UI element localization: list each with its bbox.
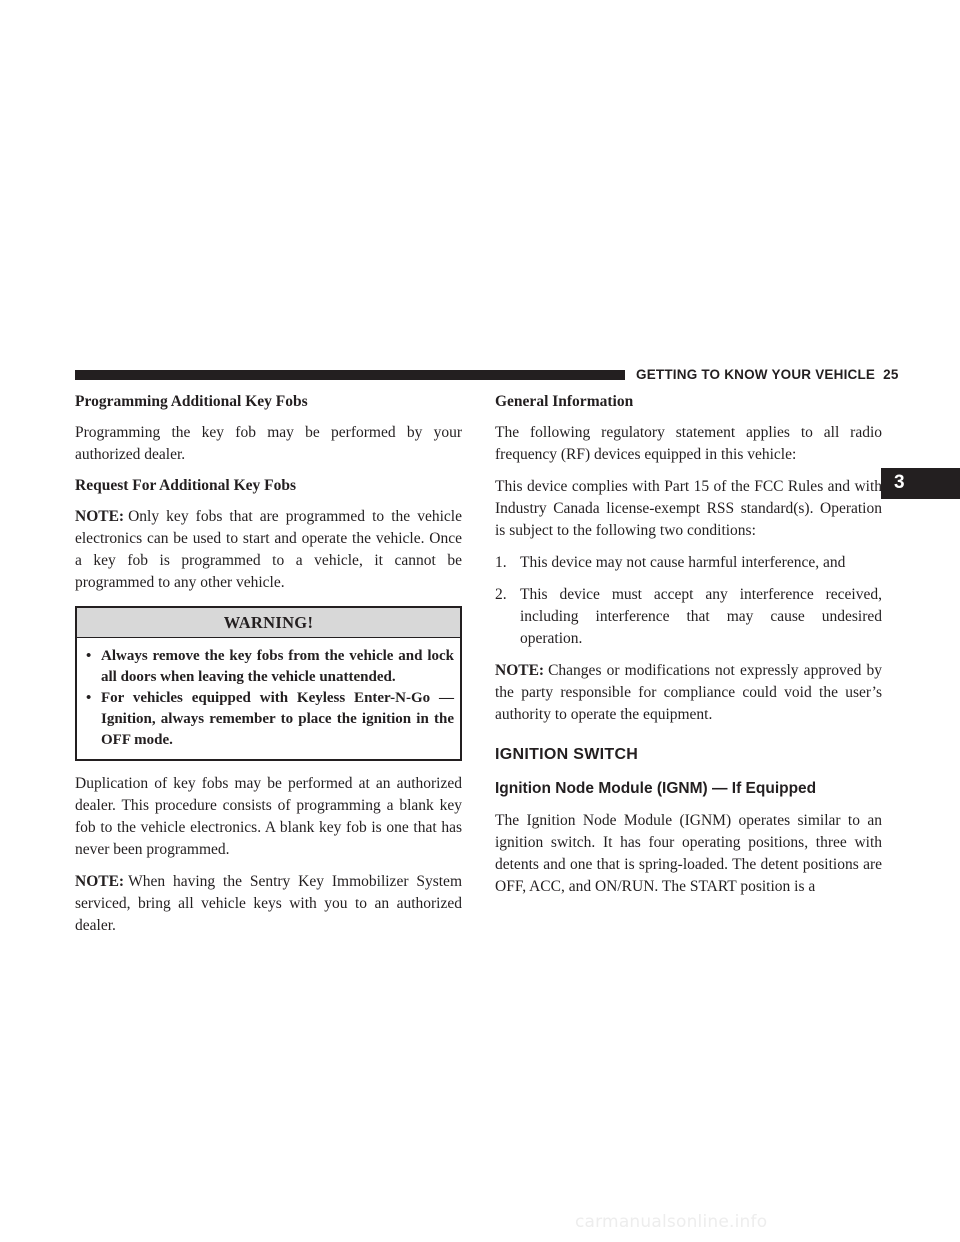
para-fcc: This device complies with Part 15 of the FCC Rules and with Industry Canada license-exempt RSS standard(s). Operation is subject to the following two conditions: xyxy=(495,478,882,539)
chapter-tab[interactable]: 3 xyxy=(881,468,960,499)
note-text: Changes or modifications not expressly approved by the party responsible for compliance could void the user’s authority to operate the equipment. xyxy=(495,662,882,723)
conditions-list xyxy=(495,552,882,650)
para-ignm: The Ignition Node Module (IGNM) operates similar to an ignition switch. It has four operating positions, three with detents and one that is spring-loaded. The detent positions are OFF, ACC, and ON/RUN. The START position is a xyxy=(495,812,882,895)
warning-item-text: For vehicles equipped with Keyless Enter-N-Go — Ignition, always remember to place the ignition in the OFF mode. xyxy=(101,690,454,748)
warning-item-text: Always remove the key fobs from the vehicle and lock all doors when leaving the vehicle unattended. xyxy=(101,648,454,685)
heading-request: Request For Additional Key Fobs xyxy=(75,477,297,494)
note-label: NOTE: xyxy=(75,873,125,890)
note-text: Only key fobs that are programmed to the vehicle electronics can be used to start and operate the vehicle. Once a key fob is programmed to a vehicle, it cannot be programmed to any other vehicle. xyxy=(75,508,462,591)
warning-item xyxy=(83,688,454,751)
condition-text: This device must accept any interference received, including interference that may cause undesired operation. xyxy=(520,586,882,647)
warning-title: WARNING! xyxy=(77,608,460,638)
para-duplication: Duplication of key fobs may be performed at an authorized dealer. This procedure consists of programming a blank key fob to the vehicle electronics. A blank key fob is one that has never been programmed. xyxy=(75,775,462,858)
note-key-fobs xyxy=(75,506,462,594)
note-label: NOTE: xyxy=(495,662,545,679)
condition-number: 2. xyxy=(495,586,507,603)
condition-number: 1. xyxy=(495,554,507,571)
note-sentry-key xyxy=(75,871,462,937)
note-text: When having the Sentry Key Immobilizer System serviced, bring all vehicle keys with you to an authorized dealer. xyxy=(75,873,462,934)
warning-item xyxy=(83,646,454,688)
condition-item xyxy=(495,552,882,574)
note-modifications xyxy=(495,660,882,726)
right-column xyxy=(495,392,882,908)
running-header xyxy=(636,367,899,382)
section-title: GETTING TO KNOW YOUR VEHICLE xyxy=(636,367,876,382)
header-rule xyxy=(75,370,625,380)
warning-box xyxy=(75,606,462,761)
page-number: 25 xyxy=(883,367,899,382)
section-ignition-switch: IGNITION SWITCH xyxy=(495,746,639,763)
condition-item xyxy=(495,584,882,650)
heading-ignm: Ignition Node Module (IGNM) — If Equipped xyxy=(495,780,817,797)
note-label: NOTE: xyxy=(75,508,125,525)
para-regulatory: The following regulatory statement applies to all radio frequency (RF) devices equipped in this vehicle: xyxy=(495,424,882,463)
left-column xyxy=(75,392,462,947)
warning-list xyxy=(77,638,460,759)
heading-programming: Programming Additional Key Fobs xyxy=(75,393,308,410)
heading-general: General Information xyxy=(495,393,634,410)
condition-text: This device may not cause harmful interference, and xyxy=(520,554,846,571)
para-programming: Programming the key fob may be performed by your authorized dealer. xyxy=(75,424,462,463)
bullet-icon: • xyxy=(86,690,92,706)
bullet-icon: • xyxy=(86,648,92,664)
footer-watermark: carmanualsonline.info xyxy=(575,1212,768,1232)
